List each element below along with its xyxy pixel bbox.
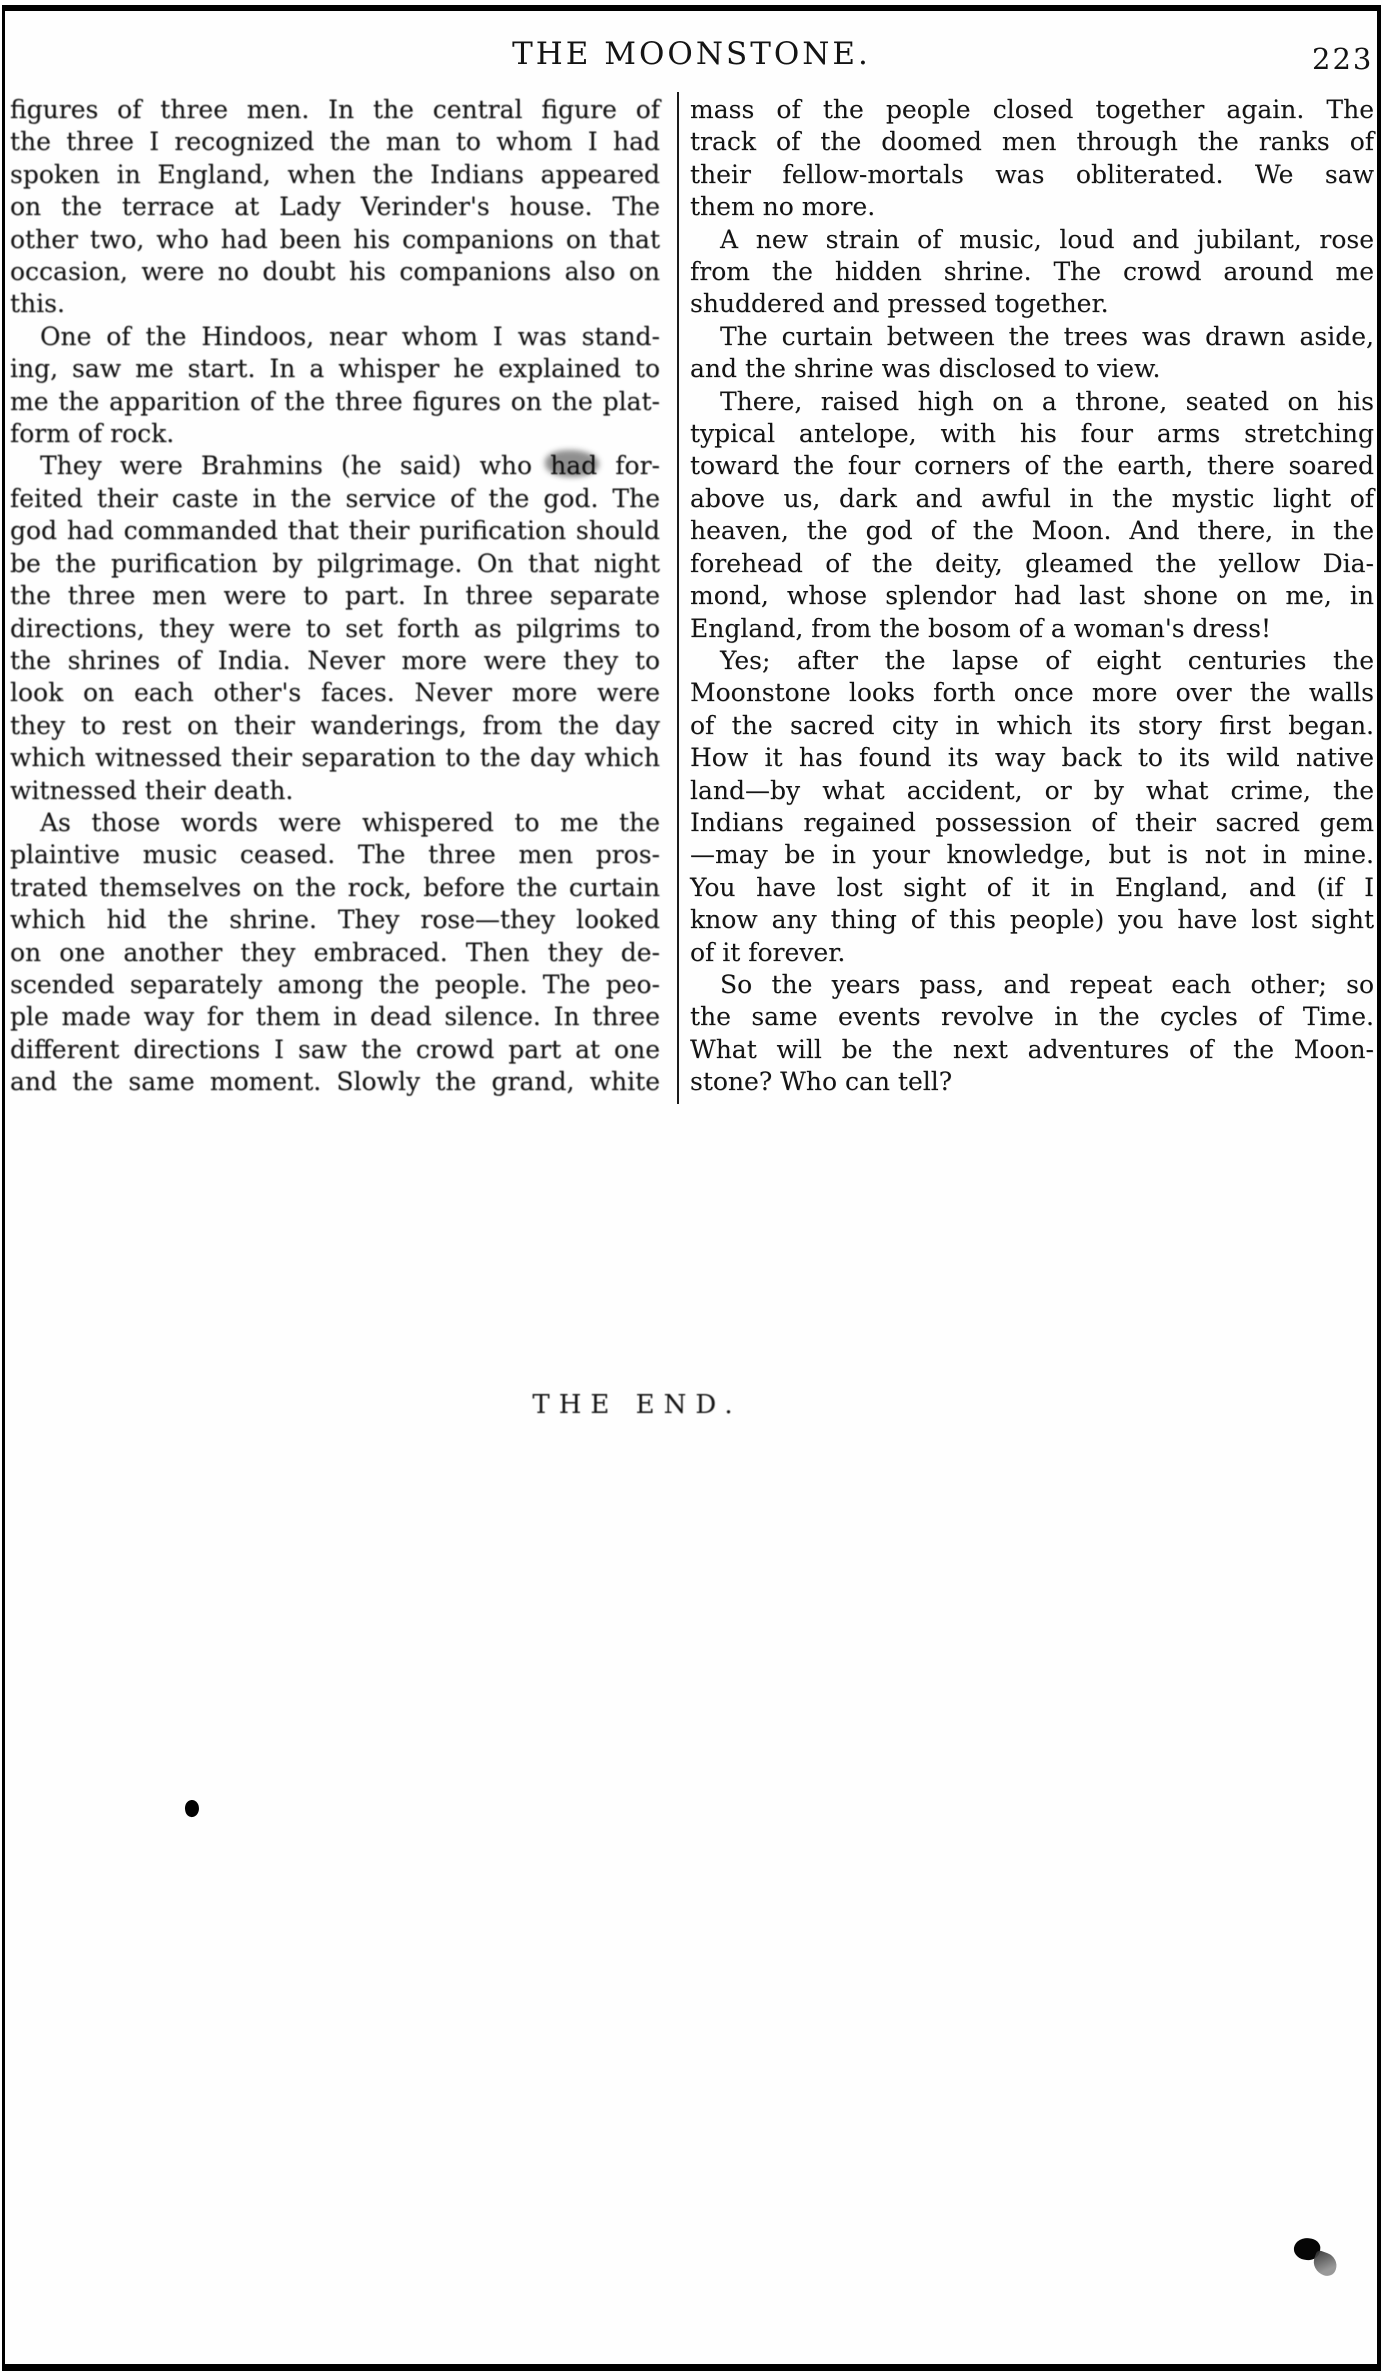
text-line: One of the Hindoos, near whom I was stand- bbox=[40, 321, 660, 351]
text-line: different directions I saw the crowd part at one bbox=[10, 1034, 660, 1064]
text-line: They were Brahmins (he said) who had for- bbox=[40, 451, 660, 481]
text-line: England, from the bosom of a woman's dress! bbox=[690, 613, 1272, 643]
end-mark: THE END. bbox=[532, 1390, 742, 1420]
text-line: on one another they embraced. Then they de- bbox=[10, 937, 660, 967]
text-line: So the years pass, and repeat each other; so bbox=[720, 969, 1374, 999]
text-line: directions, they were to set forth as pilgrims to bbox=[10, 613, 660, 643]
text-line: occasion, were no doubt his companions also on bbox=[10, 257, 660, 287]
text-line: toward the four corners of the earth, there soared bbox=[690, 451, 1374, 481]
text-line: on the terrace at Lady Verinder's house. The bbox=[10, 192, 660, 222]
text-line: mond, whose splendor had last shone on me, in bbox=[690, 581, 1374, 611]
text-line: heaven, the god of the Moon. And there, in the bbox=[690, 516, 1374, 546]
text-line: spoken in England, when the Indians appeared bbox=[10, 159, 660, 189]
text-line: The curtain between the trees was drawn aside, bbox=[720, 321, 1374, 351]
text-line: form of rock. bbox=[10, 419, 175, 449]
text-line: There, raised high on a throne, seated on his bbox=[720, 386, 1374, 416]
text-line: which witnessed their separation to the day which bbox=[10, 743, 660, 773]
text-line: be the purification by pilgrimage. On that night bbox=[10, 548, 660, 578]
paragraph bbox=[690, 386, 1374, 645]
text-line: figures of three men. In the central figure of bbox=[10, 95, 660, 124]
paragraph bbox=[690, 645, 1374, 969]
text-line: of the sacred city in which its story first began. bbox=[690, 710, 1374, 740]
text-line: their fellow-mortals was obliterated. We saw bbox=[690, 159, 1374, 189]
text-line: Yes; after the lapse of eight centuries the bbox=[720, 645, 1374, 675]
page-number: 223 bbox=[1312, 42, 1374, 76]
text-line: typical antelope, with his four arms stretching bbox=[690, 419, 1374, 449]
text-line: god had commanded that their purification should bbox=[10, 516, 660, 546]
text-line: forehead of the deity, gleamed the yellow Dia- bbox=[690, 548, 1374, 578]
text-line: them no more. bbox=[690, 192, 876, 222]
text-line: other two, who had been his companions on that bbox=[10, 224, 660, 254]
text-line: look on each other's faces. Never more were bbox=[10, 678, 660, 708]
column-divider-rule bbox=[677, 92, 679, 1104]
text-line: me the apparition of the three figures on the plat- bbox=[10, 386, 660, 416]
text-line: ing, saw me start. In a whisper he explained to bbox=[10, 354, 660, 384]
text-line: the shrines of India. Never more were they to bbox=[10, 645, 660, 675]
text-line: plaintive music ceased. The three men pros- bbox=[10, 840, 660, 870]
text-line: of it forever. bbox=[690, 937, 846, 967]
text-line: A new strain of music, loud and jubilant, rose bbox=[720, 224, 1374, 254]
text-line: know any thing of this people) you have lost sight bbox=[690, 905, 1374, 935]
text-line: the three I recognized the man to whom I had bbox=[10, 127, 660, 157]
text-line: —may be in your knowledge, but is not in mine. bbox=[690, 840, 1374, 870]
text-line: above us, dark and awful in the mystic light of bbox=[690, 483, 1374, 513]
text-line: What will be the next adventures of the Moon- bbox=[690, 1034, 1374, 1064]
paragraph bbox=[10, 321, 660, 451]
ink-smudge-artifact bbox=[545, 450, 599, 477]
text-line: from the hidden shrine. The crowd around me bbox=[690, 257, 1374, 287]
text-line: witnessed their death. bbox=[10, 775, 294, 805]
paragraph bbox=[690, 969, 1374, 1099]
text-line: and the same moment. Slowly the grand, white bbox=[10, 1067, 660, 1097]
text-line: Moonstone looks forth once more over the walls bbox=[690, 678, 1374, 708]
text-column-left bbox=[10, 94, 660, 1099]
paragraph bbox=[690, 321, 1374, 386]
text-column-right bbox=[690, 94, 1374, 1099]
paragraph bbox=[690, 94, 1374, 224]
text-line: feited their caste in the service of the god. The bbox=[10, 483, 660, 513]
paragraph bbox=[10, 94, 660, 321]
running-header-title: THE MOONSTONE. bbox=[512, 36, 871, 72]
text-line: which hid the shrine. They rose—they looked bbox=[10, 905, 660, 935]
text-line: the three men were to part. In three separate bbox=[10, 581, 660, 611]
text-line: stone? Who can tell? bbox=[690, 1067, 953, 1097]
text-line: shuddered and pressed together. bbox=[690, 289, 1109, 319]
text-line: trated themselves on the rock, before the curtain bbox=[10, 872, 660, 902]
text-line: mass of the people closed together again. The bbox=[690, 95, 1374, 124]
text-line: the same events revolve in the cycles of Time. bbox=[690, 1002, 1374, 1032]
text-line: You have lost sight of it in England, and (if I bbox=[690, 872, 1374, 902]
paragraph bbox=[690, 224, 1374, 321]
text-line: they to rest on their wanderings, from the day bbox=[10, 710, 660, 740]
text-line: land—by what accident, or by what crime, the bbox=[690, 775, 1374, 805]
text-line: ple made way for them in dead silence. In three bbox=[10, 1002, 660, 1032]
text-line: this. bbox=[10, 289, 65, 319]
paragraph bbox=[10, 807, 660, 1099]
text-line: As those words were whispered to me the bbox=[40, 807, 660, 837]
paragraph bbox=[10, 450, 660, 806]
text-line: Indians regained possession of their sacred gem bbox=[690, 807, 1374, 837]
text-line: scended separately among the people. The peo- bbox=[10, 969, 660, 999]
text-line: and the shrine was disclosed to view. bbox=[690, 354, 1161, 384]
ink-dot-artifact bbox=[184, 1799, 200, 1818]
text-line: track of the doomed men through the ranks of bbox=[690, 127, 1374, 157]
text-line: How it has found its way back to its wild native bbox=[690, 743, 1374, 773]
